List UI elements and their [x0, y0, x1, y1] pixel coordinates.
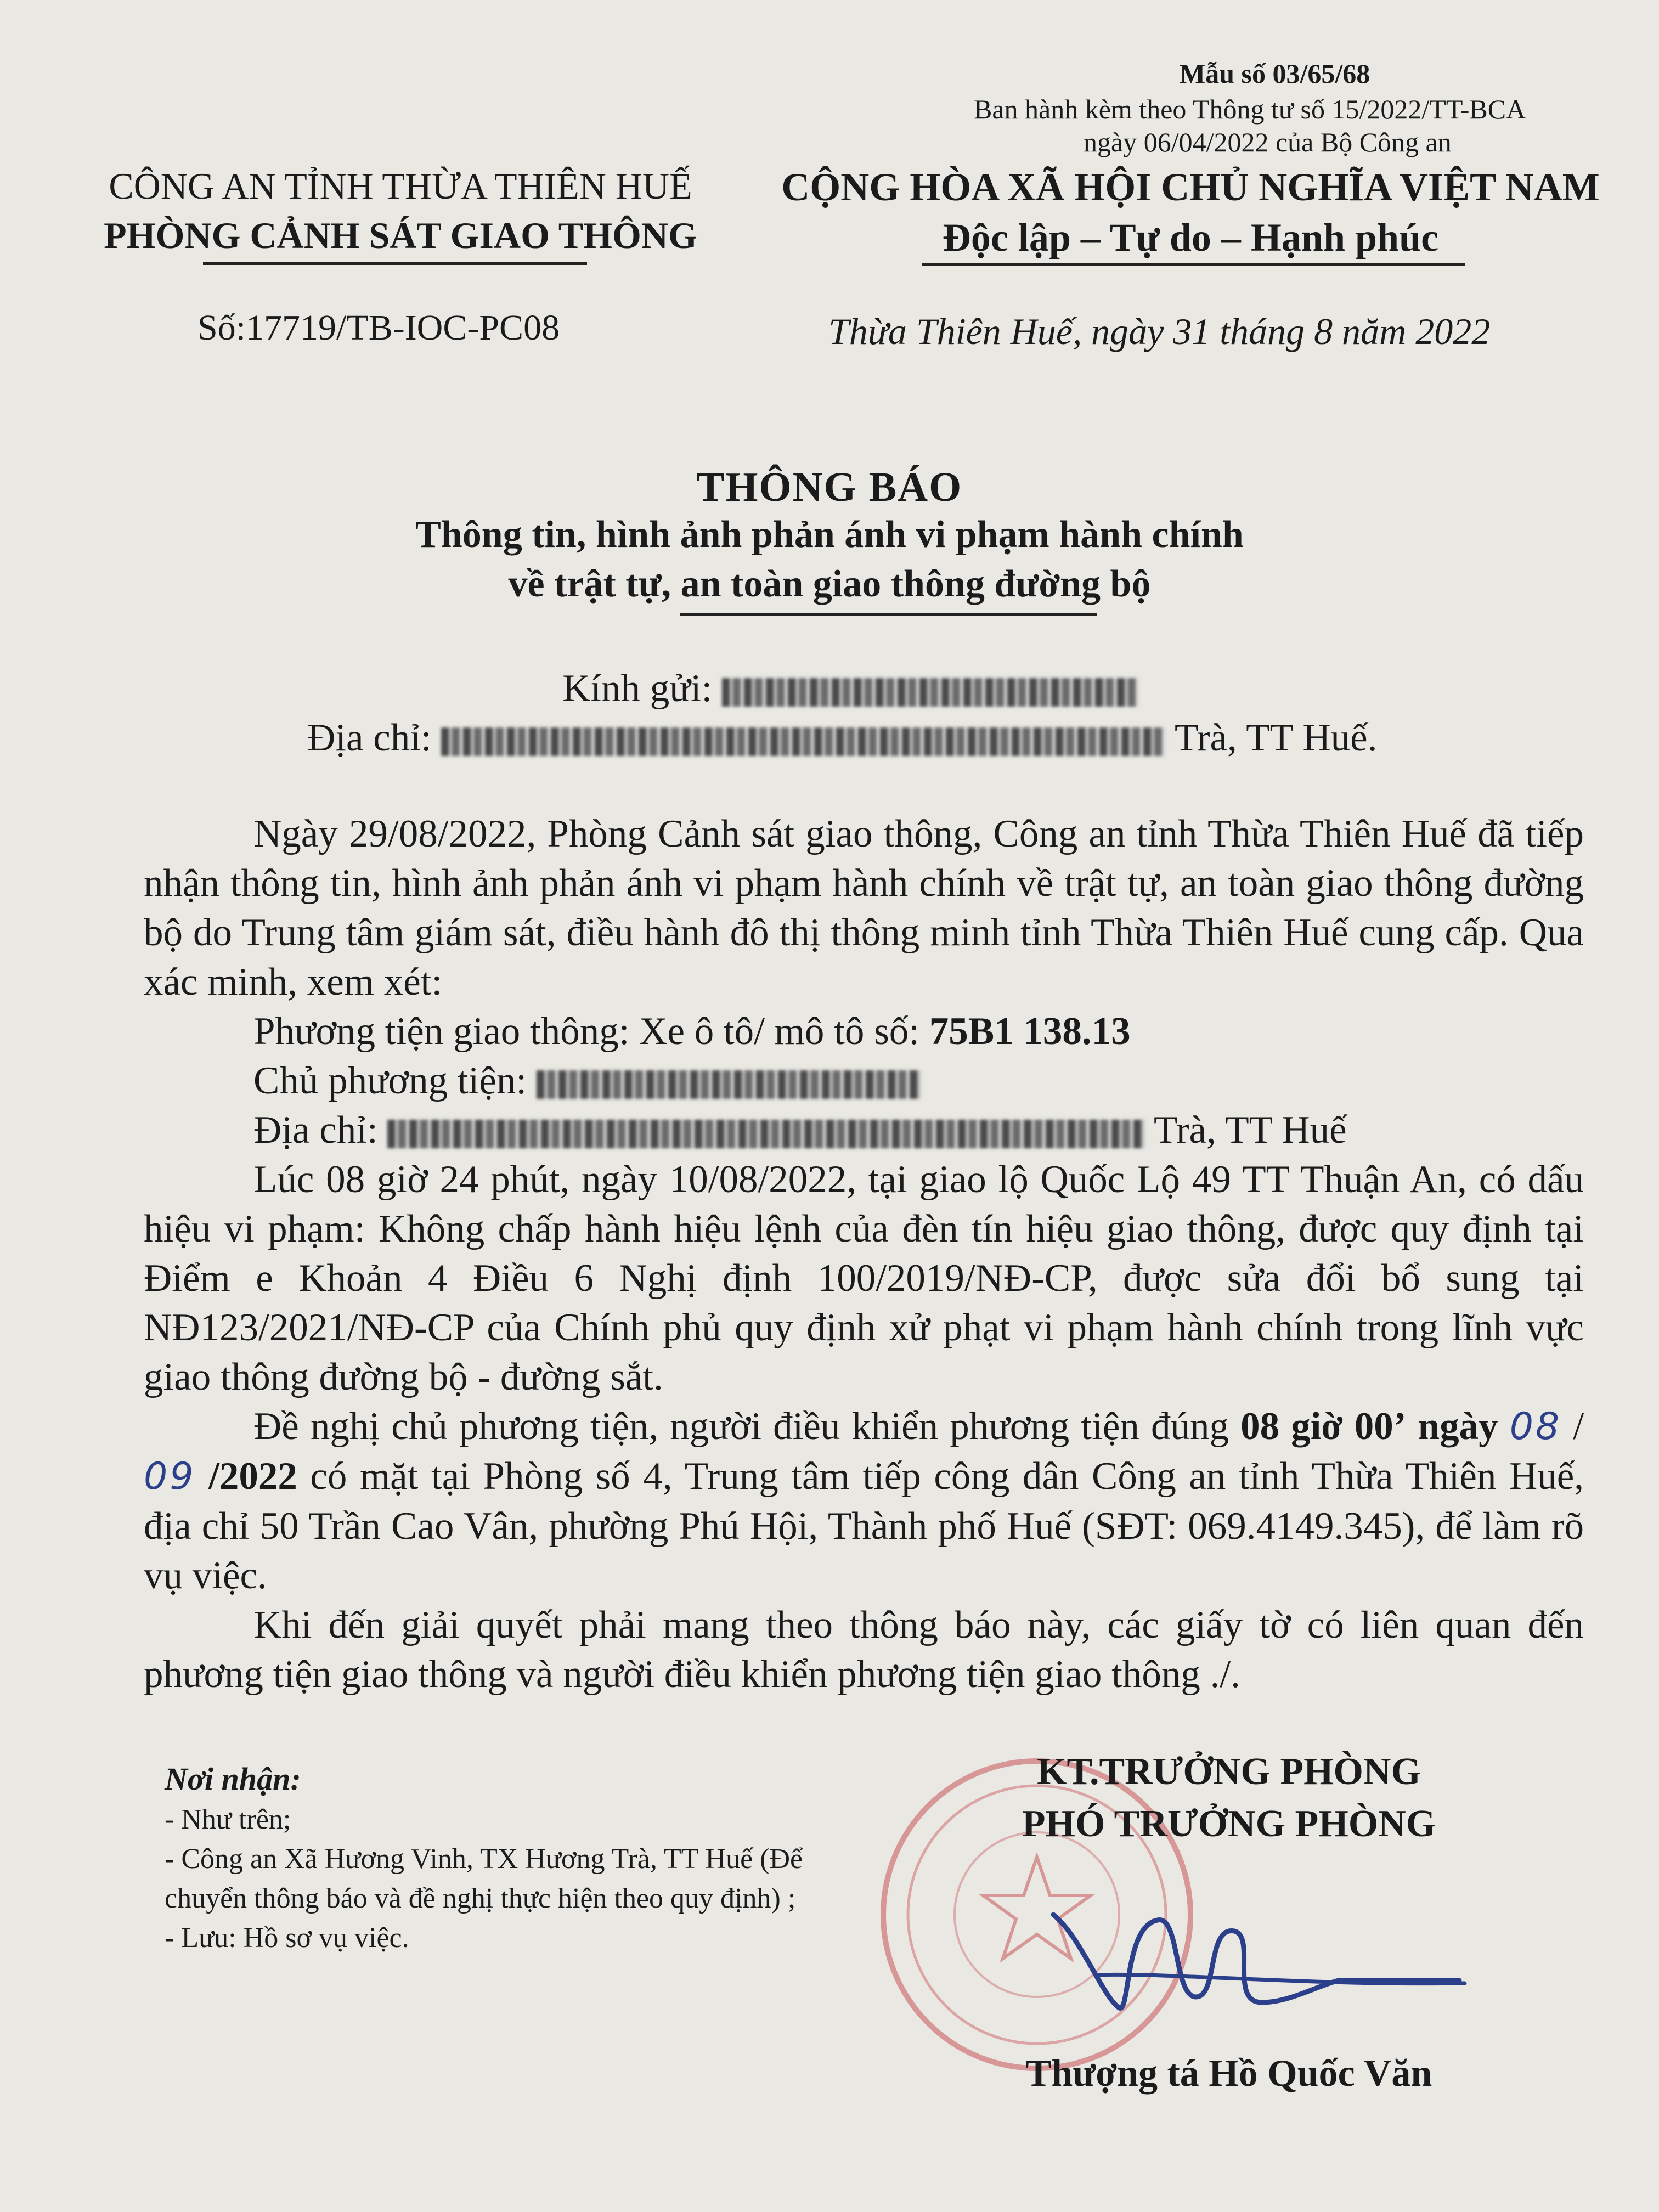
summons-day-label: ngày — [1418, 1405, 1498, 1448]
summons-rest: có mặt tại Phòng số 4, Trung tâm tiếp công dân Công an tỉnh Thừa Thiên Huế, địa chỉ 50 Trần Cao Vân, phường Phú Hội, Thành phố Huế (SĐT: 069.4149.345), để làm rõ vụ việc. — [144, 1455, 1584, 1597]
notice-subtitle-2: về trật tự, an toàn giao thông đường bộ — [508, 563, 1151, 605]
address-redacted — [441, 727, 1165, 756]
title-underline — [680, 613, 1097, 616]
owner-address-line — [144, 1105, 1584, 1155]
recipient-address-line — [307, 716, 1377, 760]
summons-time: 08 giờ 00’ — [1240, 1405, 1407, 1448]
address-tail: Trà, TT Huế. — [1174, 716, 1378, 759]
summons-start: Đề nghị chủ phương tiện, người điều khiển phương tiện đúng — [253, 1405, 1229, 1448]
form-issued-line2: ngày 06/04/2022 của Bộ Công an — [1084, 127, 1452, 157]
paragraph-documents: Khi đến giải quyết phải mang theo thông báo này, các giấy tờ có liên quan đến phương tiện giao thông và người điều khiển phương tiện giao thông ./. — [144, 1604, 1584, 1696]
recipient-line — [562, 667, 1139, 711]
handwritten-month: 09 — [144, 1455, 196, 1498]
department-name: PHÒNG CẢNH SÁT GIAO THÔNG — [104, 215, 697, 256]
signer-name: Thượng tá Hồ Quốc Văn — [1025, 2052, 1432, 2095]
address-label: Địa chỉ: — [307, 716, 432, 759]
recipients-label: Nơi nhận: — [165, 1761, 301, 1797]
form-number: Mẫu số 03/65/68 — [1180, 58, 1370, 89]
notice-body — [144, 809, 1584, 1699]
country-name: CỘNG HÒA XÃ HỘI CHỦ NGHĨA VIỆT NAM — [781, 165, 1600, 209]
owner-label: Chủ phương tiện: — [253, 1059, 527, 1102]
department-underline — [203, 262, 587, 265]
national-motto: Độc lập – Tự do – Hạnh phúc — [942, 216, 1439, 259]
signature-title-1: KT.TRƯỞNG PHÒNG — [1037, 1751, 1421, 1793]
owner-address-label: Địa chỉ: — [253, 1109, 378, 1152]
form-issued-line1: Ban hành kèm theo Thông tư số 15/2022/TT-BCA — [974, 94, 1526, 125]
handwritten-signature — [1031, 1876, 1481, 2030]
recipients-item: - Lưu: Hồ sơ vụ việc. — [165, 1922, 409, 1954]
owner-address-tail: Trà, TT Huế — [1153, 1109, 1347, 1152]
owner-line — [144, 1056, 1584, 1105]
notice-title: THÔNG BÁO — [696, 464, 963, 510]
paragraph-violation: Lúc 08 giờ 24 phút, ngày 10/08/2022, tại giao lộ Quốc Lộ 49 TT Thuận An, có dấu hiệu vi phạm: Không chấp hành hiệu lệnh của đèn tín hiệu giao thông, được quy định tại Điểm e Khoản 4 Điều 6 Nghị định 100/2019/NĐ-CP, được sửa đổi bổ sung tại NĐ123/2021/NĐ-CP của Chính phủ quy định xử phạt vi phạm hành chính trong lĩnh vực giao thông đường bộ - đường sắt. — [144, 1158, 1584, 1398]
vehicle-plate: 75B1 138.13 — [929, 1010, 1131, 1053]
vehicle-label: Phương tiện giao thông: Xe ô tô/ mô tô số: — [253, 1010, 919, 1053]
place-date: Thừa Thiên Huế, ngày 31 tháng 8 năm 2022 — [828, 311, 1491, 352]
handwritten-day: 08 — [1509, 1405, 1562, 1448]
recipient-name-redacted — [722, 678, 1139, 707]
recipients-item: - Công an Xã Hương Vinh, TX Hương Trà, TT Huế (Để chuyển thông báo và đề nghị thực hiện theo quy định) ; — [165, 1843, 803, 1914]
owner-address-redacted — [387, 1120, 1144, 1148]
recipients-item: - Như trên; — [165, 1804, 291, 1835]
paragraph-received: Ngày 29/08/2022, Phòng Cảnh sát giao thông, Công an tỉnh Thừa Thiên Huế đã tiếp nhận thông tin, hình ảnh phản ánh vi phạm hành chính về trật tự, an toàn giao thông đường bộ do Trung tâm giám sát, điều hành đô thị thông minh tỉnh Thừa Thiên Huế cung cấp. Qua xác minh, xem xét: — [144, 812, 1584, 1003]
agency-name: CÔNG AN TỈNH THỪA THIÊN HUẾ — [109, 165, 692, 207]
vehicle-line — [144, 1007, 1584, 1056]
signature-title-2: PHÓ TRƯỞNG PHÒNG — [1022, 1803, 1436, 1845]
summons-year: /2022 — [208, 1455, 297, 1498]
owner-name-redacted — [537, 1070, 921, 1099]
document-number: Số:17719/TB-IOC-PC08 — [198, 308, 560, 348]
motto-underline — [922, 263, 1465, 266]
recipient-label: Kính gửi: — [562, 667, 713, 710]
recipients-block — [165, 1758, 850, 1958]
paragraph-summons: Đề nghị chủ phương tiện, người điều khiển phương tiện đúng 08 giờ 00’ ngày 08 / 09 /2022 có mặt tại Phòng số 4, Trung tâm tiếp công dân Công an tỉnh Thừa Thiên Huế, địa chỉ 50 Trần Cao Vân, phường Phú Hội, Thành phố Huế (SĐT: 069.4149.345), để làm rõ vụ việc. — [144, 1405, 1584, 1597]
notice-subtitle-1: Thông tin, hình ảnh phản ánh vi phạm hành chính — [415, 514, 1244, 556]
